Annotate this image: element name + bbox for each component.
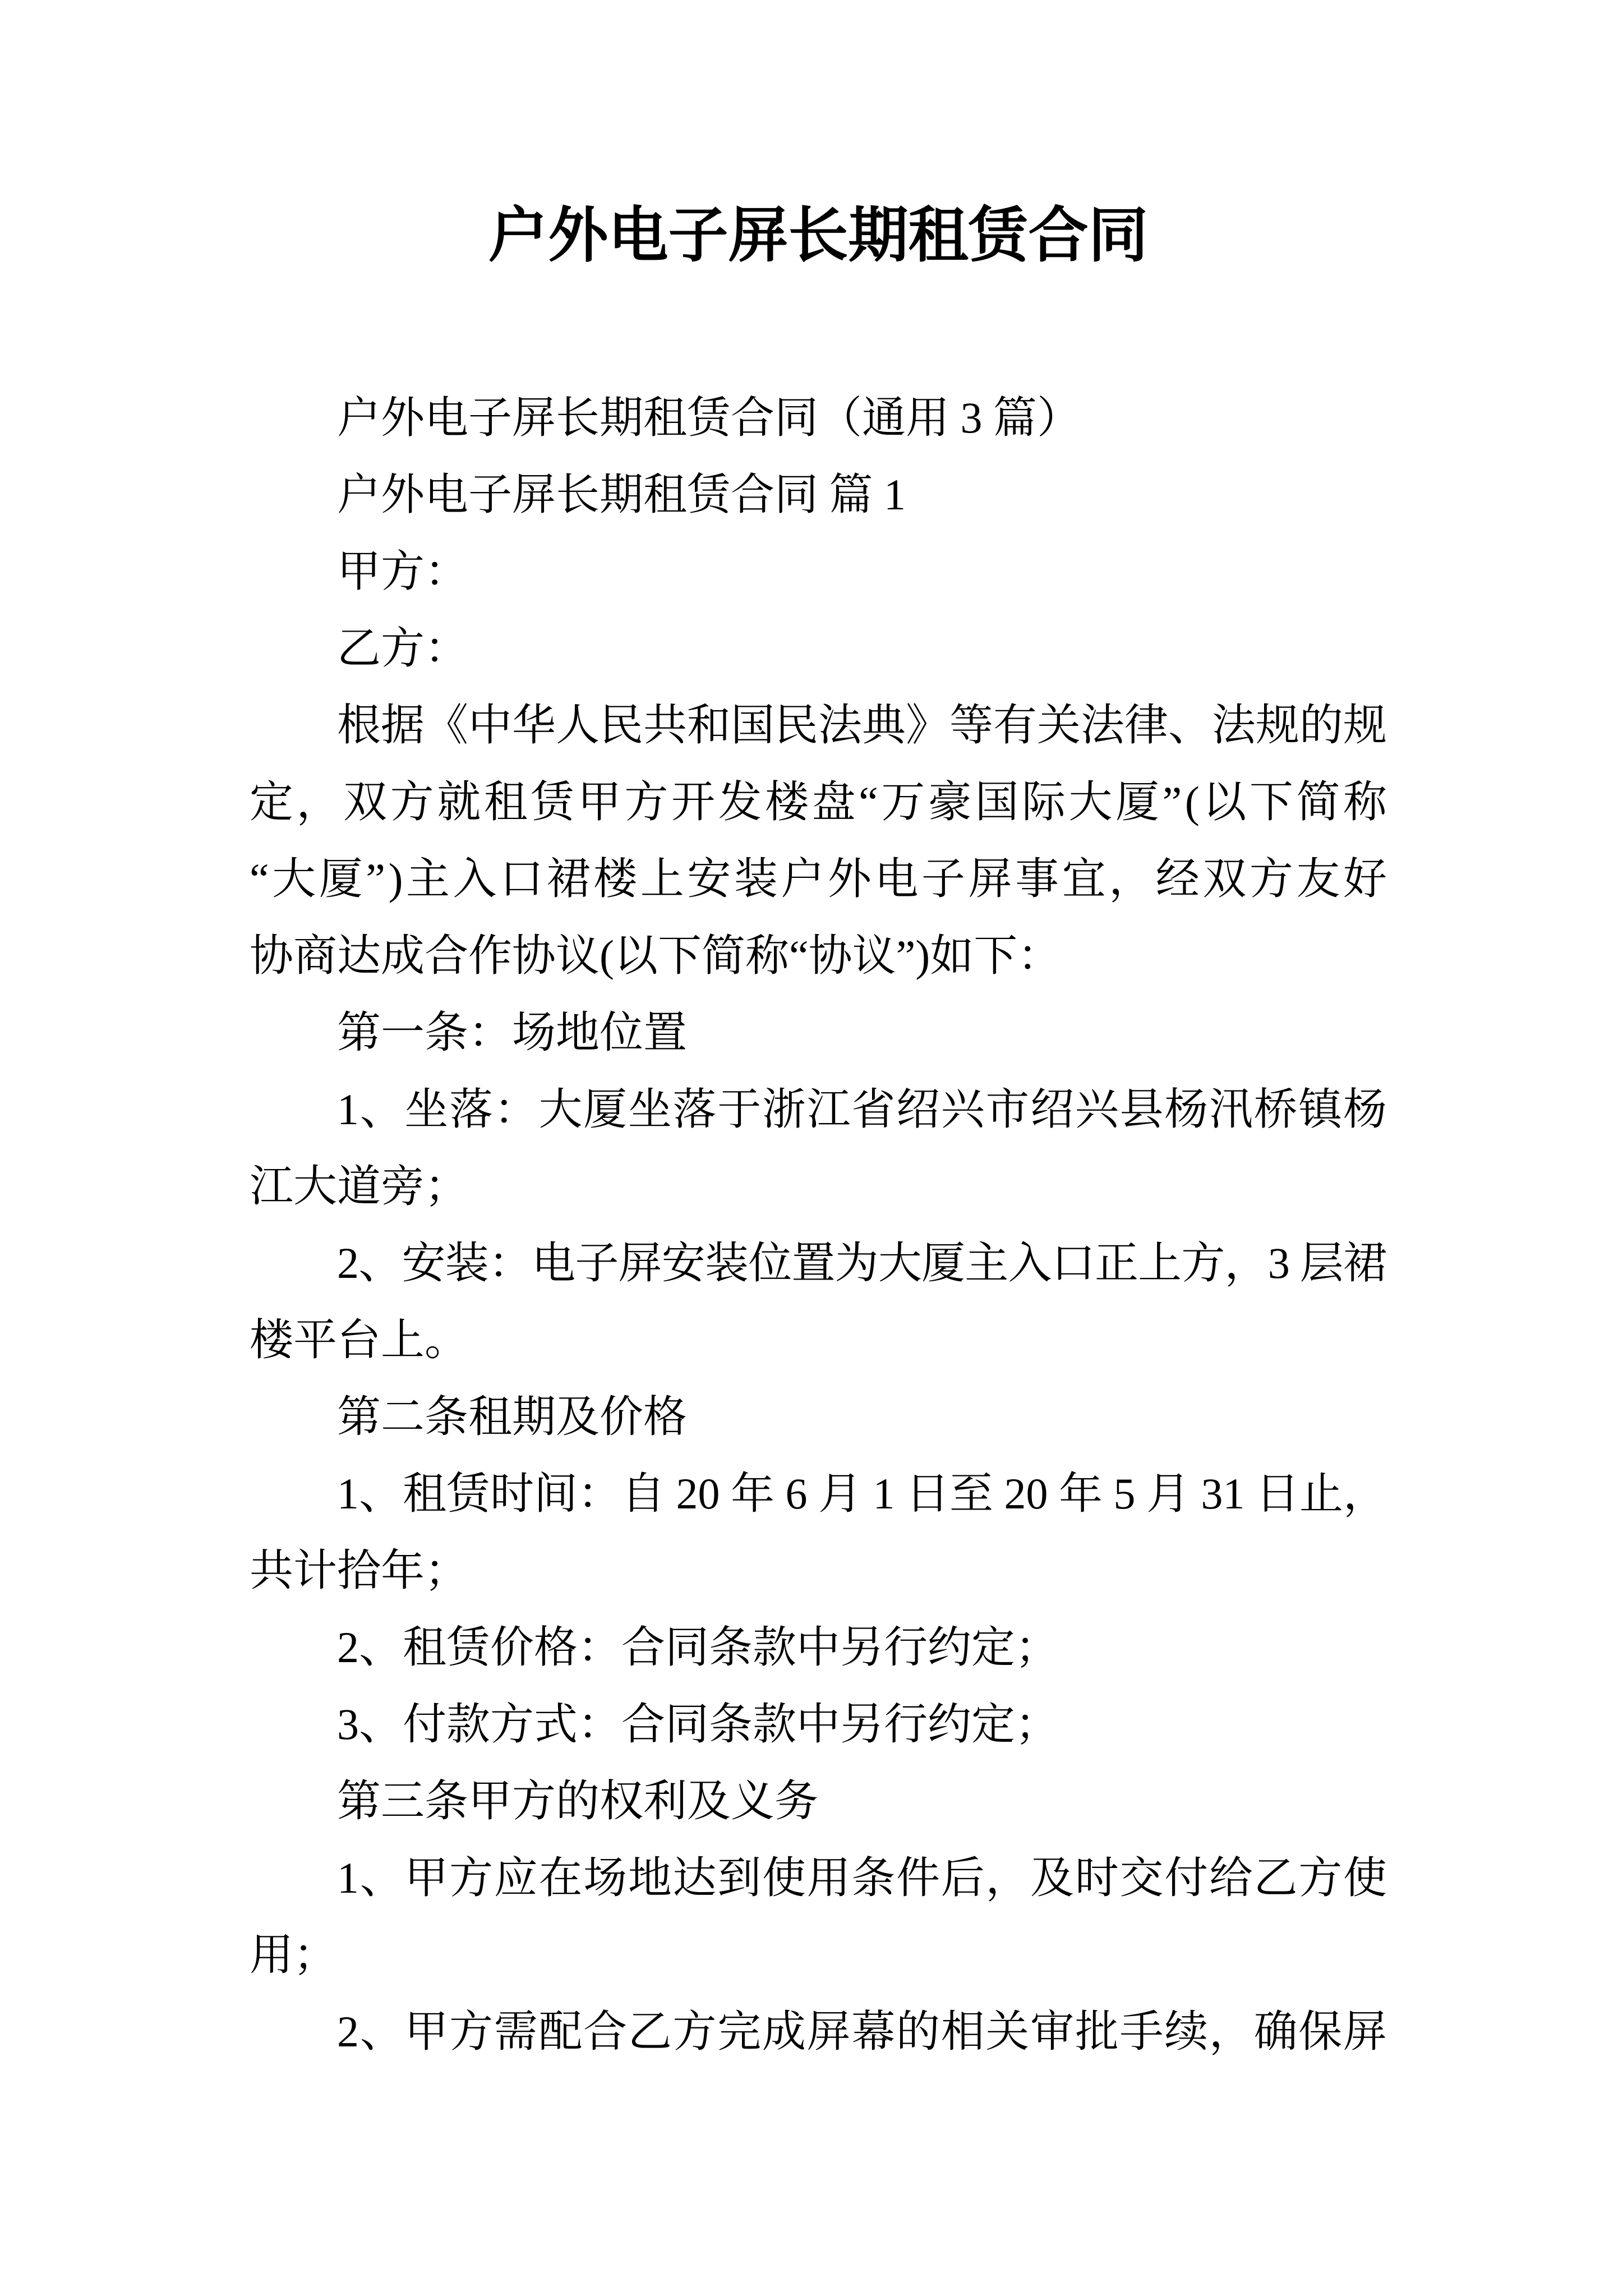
preamble-paragraph [250,687,1390,994]
text-line: 户外电子屏长期租赁合同（通用 3 篇） [337,393,1081,442]
text-line: 1、甲方应在场地达到使用条件后，及时交付给乙方使 [337,1853,1388,1902]
series-title [250,379,1387,456]
text-line: 协商达成合作协议(以下简称“协议”)如下： [250,931,1062,980]
clause-1-1-location [250,1071,1387,1225]
article-3-heading [250,1763,1387,1839]
document-title: 户外电子屏长期租赁合同 [488,203,1149,269]
clause-2-2-lease-price [250,1609,1387,1686]
party-b-label [250,610,1387,687]
text-line: 户外电子屏长期租赁合同 篇 1 [337,470,906,519]
text-line: 第三条甲方的权利及义务 [337,1777,819,1825]
text-line: 1、租赁时间：自 20 年 6 月 1 日至 20 年 5 月 31 日止， [337,1469,1387,1518]
clause-2-3-payment-method [250,1686,1387,1763]
text-line: 2、甲方需配合乙方完成屏幕的相关审批手续，确保屏 [337,2007,1388,2056]
text-line: 2、安装：电子屏安装位置为大厦主入口正上方，3 层裙 [337,1239,1387,1287]
text-line: 3、付款方式：合同条款中另行约定； [337,1700,1059,1749]
text-line: 定，双方就租赁甲方开发楼盘“万豪国际大厦”(以下简称 [250,777,1390,826]
article-2-heading [250,1378,1387,1455]
text-line: 江大道旁； [250,1162,469,1211]
text-line: 2、租赁价格：合同条款中另行约定； [337,1623,1059,1672]
document-body [250,379,1390,2070]
clause-1-2-installation [250,1225,1387,1378]
text-line: “大厦”)主入口裙楼上安装户外电子屏事宜，经双方友好 [250,854,1390,903]
article-1-heading [250,994,1387,1071]
text-line: 楼平台上。 [250,1315,469,1364]
clause-2-1-lease-term [250,1455,1387,1609]
text-line: 用； [250,1930,338,1979]
part-1-heading [250,456,1387,533]
text-line: 甲方： [337,547,469,596]
party-a-label [250,533,1387,610]
clause-3-2-approval [250,1993,1387,2070]
text-line: 乙方： [337,624,469,673]
clause-3-1-delivery [250,1839,1387,1993]
text-line: 第一条：场地位置 [337,1008,688,1057]
text-line: 共计拾年； [250,1546,469,1595]
text-line: 第二条租期及价格 [337,1392,688,1441]
text-line: 根据《中华人民共和国民法典》等有关法律、法规的规 [337,701,1387,749]
text-line: 1、坐落：大厦坐落于浙江省绍兴市绍兴县杨汛桥镇杨 [337,1085,1388,1134]
